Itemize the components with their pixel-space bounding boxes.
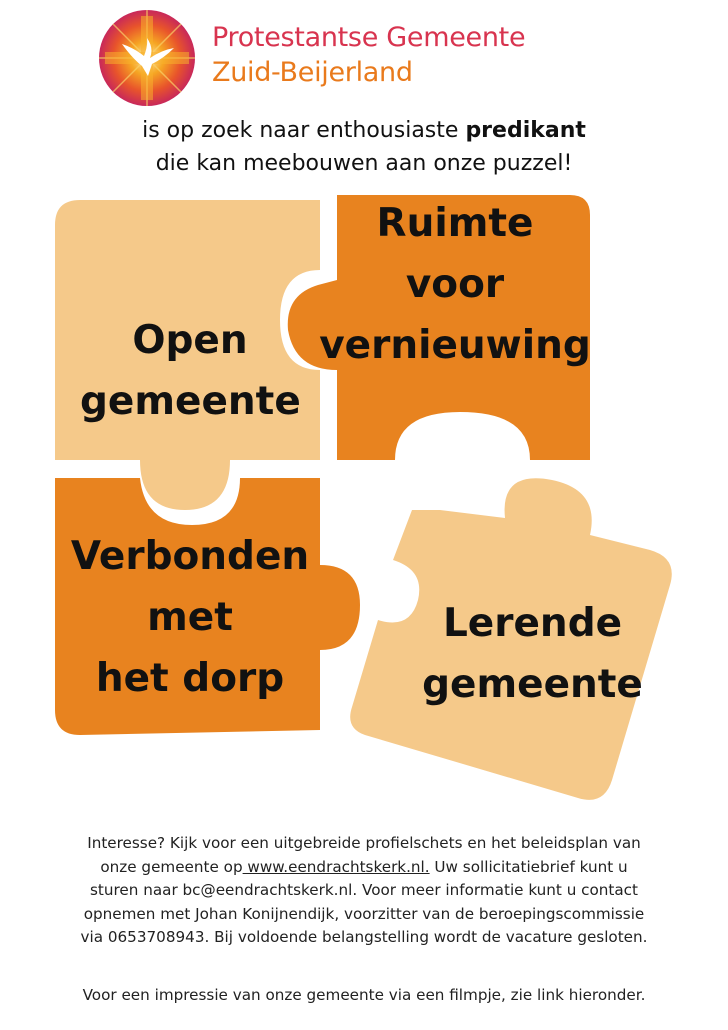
footer-line: [20, 856, 708, 880]
piece-label-line: gemeente: [80, 379, 301, 424]
headline-line1: [0, 114, 728, 147]
footer-text: onze gemeente op: [100, 857, 243, 876]
piece-label-line: vernieuwing: [319, 323, 591, 368]
piece-label-ruimte: [310, 193, 600, 376]
piece-label-line: voor: [405, 262, 505, 307]
piece-label-line: met: [147, 595, 233, 640]
piece-label-line: Ruimte: [376, 201, 534, 246]
piece-label-verbonden: [55, 526, 325, 709]
footer-info: [20, 832, 708, 950]
piece-label-line: Lerende: [442, 601, 623, 646]
piece-label-line: het dorp: [95, 656, 285, 701]
headline-line2: die kan meebouwen aan onze puzzel!: [155, 151, 573, 176]
piece-label-open: [80, 310, 300, 432]
website-link[interactable]: www.eendrachtskerk.nl.: [242, 857, 430, 876]
footer-video-note: Voor een impressie van onze gemeente via een filmpje, zie link hieronder.: [82, 986, 646, 1004]
footer-line: via 0653708943. Bij voldoende belangstelling wordt de vacature gesloten.: [80, 928, 648, 946]
footer-text: Uw sollicitatiebrief kunt u: [429, 857, 628, 876]
org-name-line1: Protestantse Gemeente: [212, 22, 526, 53]
dove-cross-logo-icon: [92, 8, 202, 108]
footer-line: opnemen met Johan Konijnendijk, voorzitter van de beroepingscommissie: [83, 904, 645, 923]
org-name-line2: Zuid-Beijerland: [212, 57, 413, 88]
footer-line: Interesse? Kijk voor een uitgebreide profielschets en het beleidsplan van: [87, 834, 641, 852]
piece-label-line: gemeente: [422, 662, 643, 707]
piece-label-line: Verbonden: [70, 534, 310, 579]
headline-prefix: is op zoek naar enthousiaste: [142, 118, 466, 143]
headline-bold: predikant: [465, 118, 586, 143]
piece-label-lerende: [420, 593, 645, 715]
piece-label-line: Open: [132, 318, 248, 363]
footer-line: sturen naar bc@eendrachtskerk.nl. Voor meer informatie kunt u contact: [90, 881, 638, 899]
